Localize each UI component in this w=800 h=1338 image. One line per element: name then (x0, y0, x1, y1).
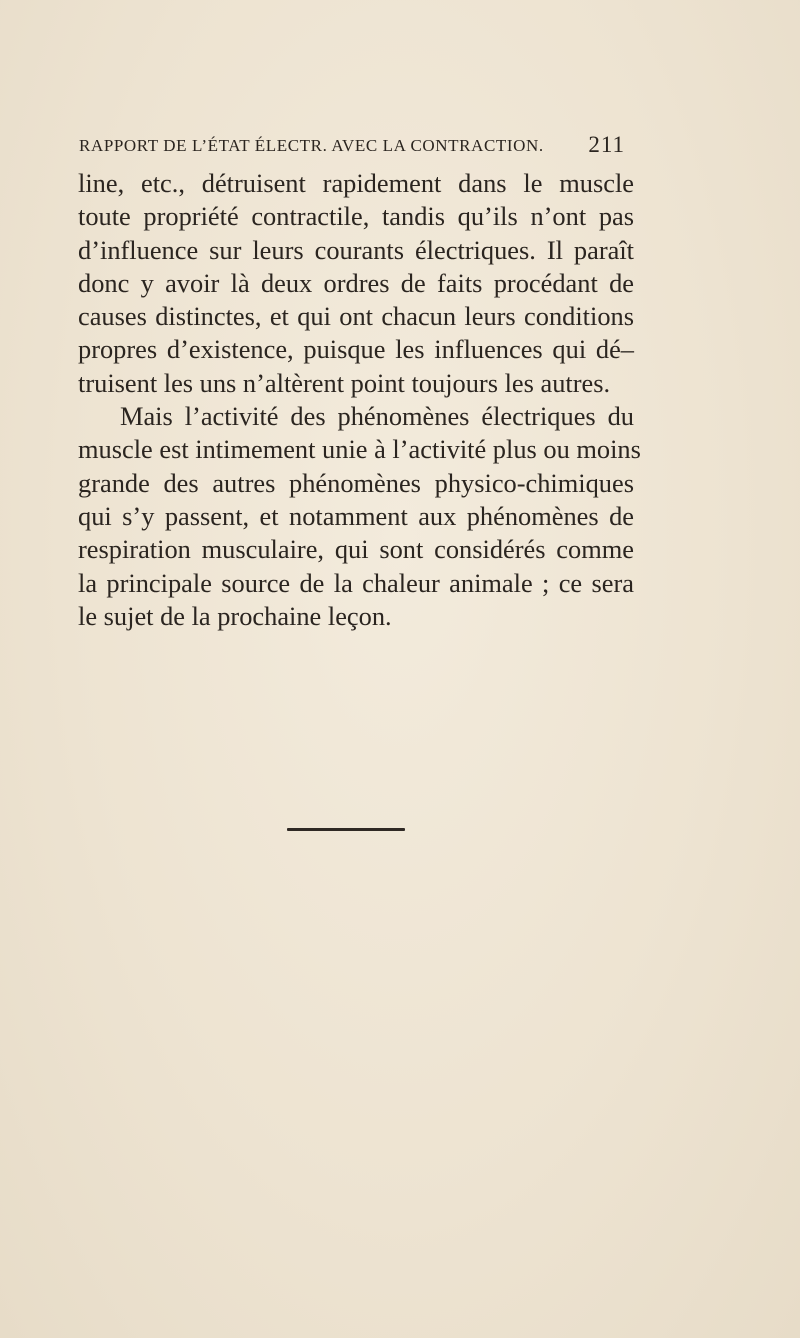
section-end-rule (287, 828, 405, 831)
text-line: donc y avoir là deux ordres de faits procédant de (78, 267, 634, 298)
text-line: propres d’existence, puisque les influences qui dé– (78, 334, 634, 365)
text-line: grande des autres phénomènes physico-chimiques (78, 467, 634, 498)
body-text (78, 167, 641, 633)
text-line: qui s’y passent, et notamment aux phénomènes de (78, 500, 634, 531)
running-title: RAPPORT DE L’ÉTAT ÉLECTR. AVEC LA CONTRACTION. (79, 136, 544, 155)
text-line: la principale source de la chaleur animale ; ce sera (78, 567, 634, 598)
text-line: le sujet de la prochaine leçon. (78, 600, 392, 631)
text-line: toute propriété contractile, tandis qu’ils n’ont pas (78, 201, 634, 232)
page-number: 211 (588, 132, 625, 157)
text-line: d’influence sur leurs courants électriques. Il paraît (78, 234, 634, 265)
text-line: line, etc., détruisent rapidement dans le muscle (78, 168, 634, 198)
running-header (79, 132, 629, 162)
text-line: Mais l’activité des phénomènes électriques du (120, 401, 634, 432)
text-line: respiration musculaire, qui sont considérés comme (78, 534, 634, 565)
text-line: muscle est intimement unie à l’activité plus ou moins (78, 434, 641, 465)
text-line: causes distinctes, et qui ont chacun leurs conditions (78, 301, 634, 332)
text-line: truisent les uns n’altèrent point toujours les autres. (78, 367, 611, 398)
